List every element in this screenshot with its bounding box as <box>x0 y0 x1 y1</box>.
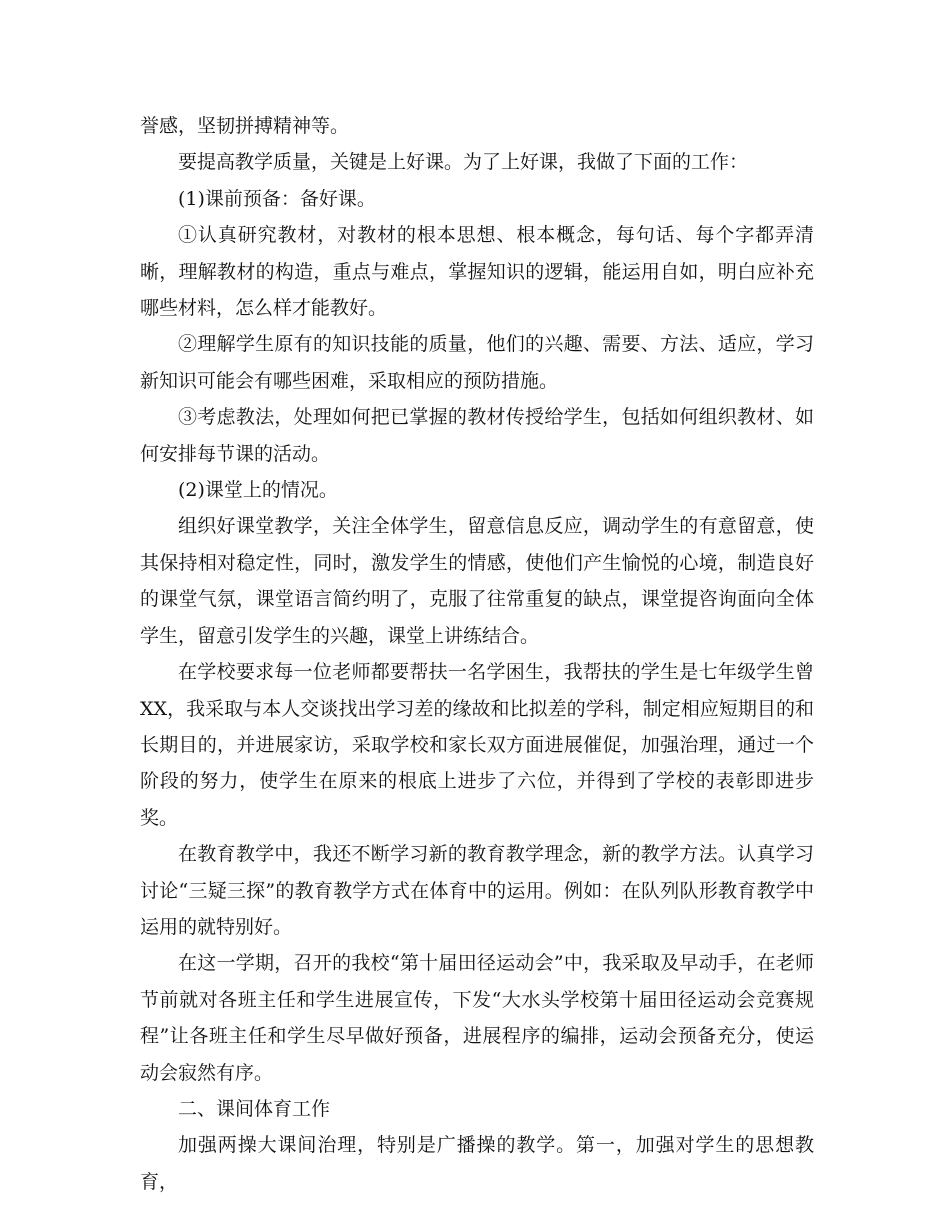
paragraph-3-heading: (1)课前预备：备好课。 <box>178 187 376 210</box>
paragraph-7-heading: (2)课堂上的情况。 <box>178 479 338 502</box>
paragraph-5: ②理解学生原有的知识技能的质量，他们的兴趣、需要、方法、适应，学习新知识可能会有哪些困难，采取相应的预防措施。 <box>140 333 814 392</box>
paragraph-4: ①认真研究教材，对教材的根本思想、根本概念，每句话、每个字都弄清晰，理解教材的构造，重点与难点，掌握知识的逻辑，能运用自如，明白应补充哪些材料，怎么样才能教好。 <box>140 224 814 320</box>
paragraph-10: 在教育教学中，我还不断学习新的教育教学理念，新的教学方法。认真学习讨论“三疑三探”的教育教学方式在体育中的运用。例如：在队列队形教育教学中运用的就特别好。 <box>140 843 814 938</box>
paragraph-6: ③考虑教法，处理如何把已掌握的教材传授给学生，包括如何组织教材、如何安排每节课的活动。 <box>140 406 814 465</box>
paragraph-1: 誉感，坚韧拼搏精神等。 <box>140 115 350 137</box>
paragraph-13: 加强两操大课间治理，特别是广播操的教学。第一，加强对学生的思想教育， <box>140 1134 814 1193</box>
section-heading: 二、课间体育工作 <box>178 1097 331 1120</box>
paragraph-11: 在这一学期，召开的我校“第十届田径运动会”中，我采取及早动手，在老师节前就对各班主任和学生进展宣传，下发“大水头学校第十届田径运动会竞赛规程”让各班主任和学生尽早做好预备，进展程序的编排，运动会预备充分，使运动会寂然有序。 <box>140 952 814 1084</box>
document-body <box>140 108 814 1200</box>
paragraph-2: 要提高教学质量，关键是上好课。为了上好课，我做了下面的工作： <box>178 151 749 174</box>
paragraph-9: 在学校要求每一位老师都要帮扶一名学困生，我帮扶的学生是七年级学生曾XX，我采取与本人交谈找出学习差的缘故和比拟差的学科，制定相应短期目的和长期目的，并进展家访，采取学校和家长双方面进展催促，加强治理，通过一个阶段的努力，使学生在原来的根底上进步了六位，并得到了学校的表彰即进步奖。 <box>140 661 814 829</box>
paragraph-8: 组织好课堂教学，关注全体学生，留意信息反应，调动学生的有意留意，使其保持相对稳定性，同时，激发学生的情感，使他们产生愉悦的心境，制造良好的课堂气氛，课堂语言简约明了，克服了往常重复的缺点，课堂提咨询面向全体学生，留意引发学生的兴趣，课堂上讲练结合。 <box>140 515 814 647</box>
